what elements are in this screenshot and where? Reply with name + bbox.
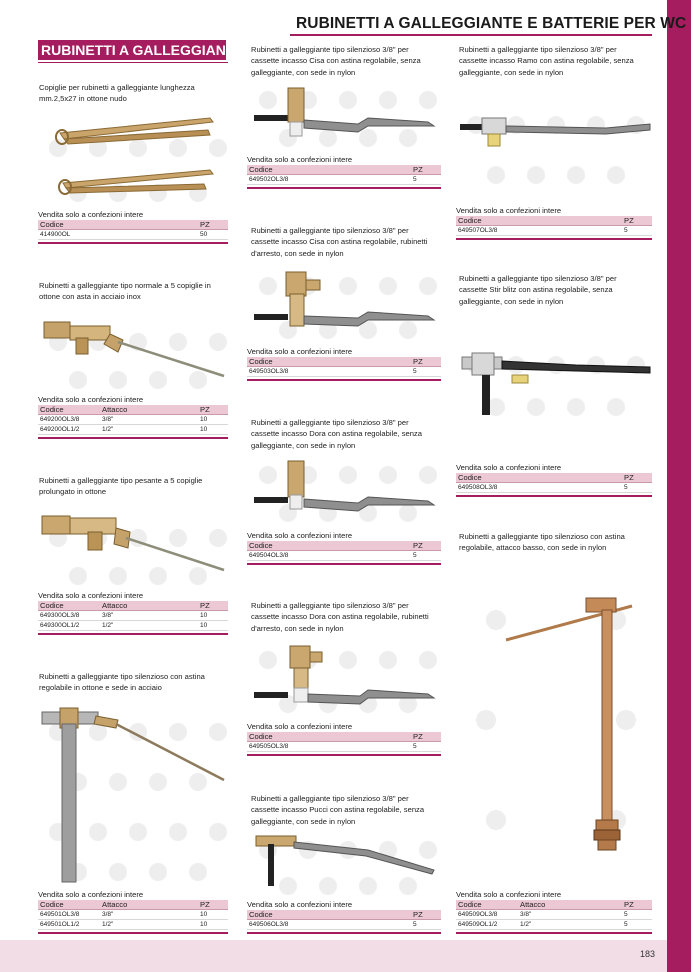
table-cell: 10 [198, 611, 228, 621]
product-description: Rubinetti a galleggiante tipo silenzioso con astina regolabile, attacco basso, con sede in nylon [459, 532, 625, 553]
table-cell: 10 [198, 621, 228, 631]
table-row [38, 230, 228, 240]
product-table [247, 900, 441, 934]
table-row [247, 551, 441, 561]
table-cell: 649505OL3/8 [247, 742, 411, 752]
product-photo-float-valve [456, 580, 652, 880]
product-photo-float-valve [248, 830, 442, 900]
product-description: Rubinetti a galleggiante tipo silenzioso 3/8" per cassette incasso Dora con astina regolabile, senza galleggiante, con sede in nylon [251, 418, 422, 450]
table-row [456, 226, 652, 236]
table-header: PZ [411, 732, 441, 742]
table-header: Attacco [100, 601, 198, 611]
table-cell: 5 [411, 175, 441, 185]
table-row [38, 621, 228, 631]
product-description: Rubinetti a galleggiante tipo silenzioso 3/8" per cassette incasso Dora con astina regolabile, rubinetti d'arresto, con sede in nylon [251, 601, 429, 633]
table-cell: 3/8" [100, 910, 198, 920]
product-table [247, 347, 441, 381]
table-cell: 10 [198, 910, 228, 920]
table-header: PZ [411, 357, 441, 367]
product-photo-float-valve [38, 508, 228, 588]
product-table [38, 395, 228, 439]
table-header: Attacco [100, 405, 198, 415]
footer-band [0, 940, 667, 972]
table-rule [456, 495, 652, 497]
table-cell: 5 [411, 367, 441, 377]
table-header: Codice [456, 473, 622, 483]
table-cell: 1/2" [518, 920, 622, 930]
table-header: Attacco [518, 900, 622, 910]
product-table [38, 210, 228, 244]
table-caption: Vendita solo a confezioni intere [247, 722, 353, 731]
product-photo-float-valve [456, 345, 652, 425]
table-header: Codice [38, 220, 198, 230]
table-cell: 3/8" [100, 415, 198, 425]
product-photo-cotter-pins [38, 108, 228, 208]
table-header: Codice [38, 900, 100, 910]
table-rule [38, 633, 228, 635]
product-description: Rubinetti a galleggiante tipo silenzioso 3/8" per cassette incasso Pucci con astina regolabile, senza galleggiante, con sede in nylon [251, 794, 425, 826]
table-rule [38, 242, 228, 244]
table-caption: Vendita solo a confezioni intere [247, 900, 353, 909]
table-cell: 649503OL3/8 [247, 367, 411, 377]
table-row [247, 175, 441, 185]
product-table [38, 591, 228, 635]
table-cell: 649200OL3/8 [38, 415, 100, 425]
product-table [247, 722, 441, 756]
table-cell: 10 [198, 425, 228, 435]
table-header: Codice [38, 601, 100, 611]
table-header: Codice [38, 405, 100, 415]
table-cell: 649504OL3/8 [247, 551, 411, 561]
table-rule [247, 379, 441, 381]
page-title: RUBINETTI A GALLEGGIANTE E BATTERIE PER WC [296, 15, 687, 32]
product-table [247, 155, 441, 189]
table-row [38, 910, 228, 920]
table-rule [38, 932, 228, 934]
table-cell: 649509OL1/2 [456, 920, 518, 930]
product-photo-float-valve [248, 640, 442, 720]
table-cell: 1/2" [100, 920, 198, 930]
table-rule [456, 238, 652, 240]
table-header: PZ [411, 910, 441, 920]
table-row [247, 742, 441, 752]
table-row [247, 367, 441, 377]
table-header: PZ [622, 900, 652, 910]
table-cell: 5 [411, 920, 441, 930]
product-description: Rubinetti a galleggiante tipo silenzioso 3/8" per cassette incasso Ramo con astina regolabile, senza galleggiante, con sede in nylon [459, 45, 634, 77]
table-header: Codice [247, 357, 411, 367]
table-row [247, 920, 441, 930]
table-cell: 649506OL3/8 [247, 920, 411, 930]
product-description: Rubinetti a galleggiante tipo normale a 5 copiglie in ottone con asta in acciaio inox [39, 281, 211, 302]
table-header: PZ [198, 601, 228, 611]
table-cell: 3/8" [100, 611, 198, 621]
table-rule [247, 932, 441, 934]
product-photo-float-valve [38, 312, 228, 392]
table-header: Codice [456, 216, 622, 226]
table-header: Codice [247, 541, 411, 551]
table-header: Attacco [100, 900, 198, 910]
table-cell: 5 [622, 920, 652, 930]
product-table [456, 463, 652, 497]
section-title: RUBINETTI A GALLEGGIANTE [38, 40, 226, 60]
table-cell: 5 [622, 910, 652, 920]
table-cell: 5 [622, 483, 652, 493]
product-table [247, 531, 441, 565]
table-header: PZ [622, 216, 652, 226]
table-header: PZ [198, 900, 228, 910]
table-caption: Vendita solo a confezioni intere [456, 206, 562, 215]
table-caption: Vendita solo a confezioni intere [247, 155, 353, 164]
table-row [38, 611, 228, 621]
watermark-logo [259, 466, 437, 522]
table-rule [247, 754, 441, 756]
table-caption: Vendita solo a confezioni intere [38, 210, 144, 219]
table-caption: Vendita solo a confezioni intere [38, 395, 144, 404]
product-table [38, 890, 228, 934]
table-row [38, 415, 228, 425]
table-row [456, 920, 652, 930]
table-cell: 649502OL3/8 [247, 175, 411, 185]
table-rule [456, 932, 652, 934]
watermark-logo [49, 529, 227, 585]
product-description: Rubinetti a galleggiante tipo silenzioso 3/8" per cassette incasso Cisa con astina regolabile, senza galleggiante, con sede in nylon [251, 45, 421, 77]
title-underline [290, 34, 652, 36]
table-rule [38, 437, 228, 439]
table-rule [247, 563, 441, 565]
product-table [456, 206, 652, 240]
table-cell: 10 [198, 920, 228, 930]
product-description: Rubinetti a galleggiante tipo pesante a 5 copiglie prolungato in ottone [39, 476, 203, 497]
table-cell: 5 [622, 226, 652, 236]
product-photo-float-valve [248, 455, 442, 527]
table-row [456, 483, 652, 493]
table-header: Codice [456, 900, 518, 910]
table-caption: Vendita solo a confezioni intere [247, 531, 353, 540]
product-photo-float-valve [248, 266, 442, 346]
table-cell: 649300OL3/8 [38, 611, 100, 621]
table-cell: 5 [411, 742, 441, 752]
table-header: PZ [198, 220, 228, 230]
table-cell: 1/2" [100, 621, 198, 631]
product-description: Rubinetti a galleggiante tipo silenzioso 3/8" per cassette Stir blitz con astina regolabile, senza galleggiante, con sede in nylon [459, 274, 617, 306]
product-table [456, 890, 652, 934]
table-row [456, 910, 652, 920]
table-row [38, 920, 228, 930]
table-rule [247, 187, 441, 189]
table-cell: 50 [198, 230, 228, 240]
table-cell: 10 [198, 415, 228, 425]
table-caption: Vendita solo a confezioni intere [38, 591, 144, 600]
magenta-side-stripe [667, 0, 691, 972]
table-cell: 5 [411, 551, 441, 561]
section-underline [38, 62, 228, 63]
table-cell: 1/2" [100, 425, 198, 435]
page-number: 183 [639, 949, 655, 959]
product-description: Rubinetti a galleggiante tipo silenzioso 3/8" per cassette incasso Cisa con astina regolabile, rubinetti d'arresto, con sede in nylon [251, 226, 428, 258]
table-row [38, 425, 228, 435]
table-cell: 649200OL1/2 [38, 425, 100, 435]
table-caption: Vendita solo a confezioni intere [456, 463, 562, 472]
product-photo-float-valve [248, 80, 442, 152]
table-cell: 3/8" [518, 910, 622, 920]
table-cell: 414900OL [38, 230, 198, 240]
table-header: Codice [247, 910, 411, 920]
product-description: Rubinetti a galleggiante tipo silenzioso con astina regolabile in ottone e sede in acciaio [39, 672, 205, 693]
table-caption: Vendita solo a confezioni intere [456, 890, 562, 899]
table-header: PZ [198, 405, 228, 415]
table-cell: 649508OL3/8 [456, 483, 622, 493]
table-cell: 649300OL1/2 [38, 621, 100, 631]
table-header: Codice [247, 165, 411, 175]
table-cell: 649509OL3/8 [456, 910, 518, 920]
table-header: PZ [411, 165, 441, 175]
table-header: PZ [411, 541, 441, 551]
table-caption: Vendita solo a confezioni intere [38, 890, 144, 899]
product-description: Copiglie per rubinetti a galleggiante lunghezza mm.2,5x27 in ottone nudo [39, 83, 195, 104]
table-caption: Vendita solo a confezioni intere [247, 347, 353, 356]
product-photo-float-valve [38, 702, 228, 887]
table-header: PZ [622, 473, 652, 483]
table-cell: 649507OL3/8 [456, 226, 622, 236]
product-photo-float-valve [456, 100, 652, 200]
table-cell: 649501OL3/8 [38, 910, 100, 920]
table-header: Codice [247, 732, 411, 742]
table-cell: 649501OL1/2 [38, 920, 100, 930]
